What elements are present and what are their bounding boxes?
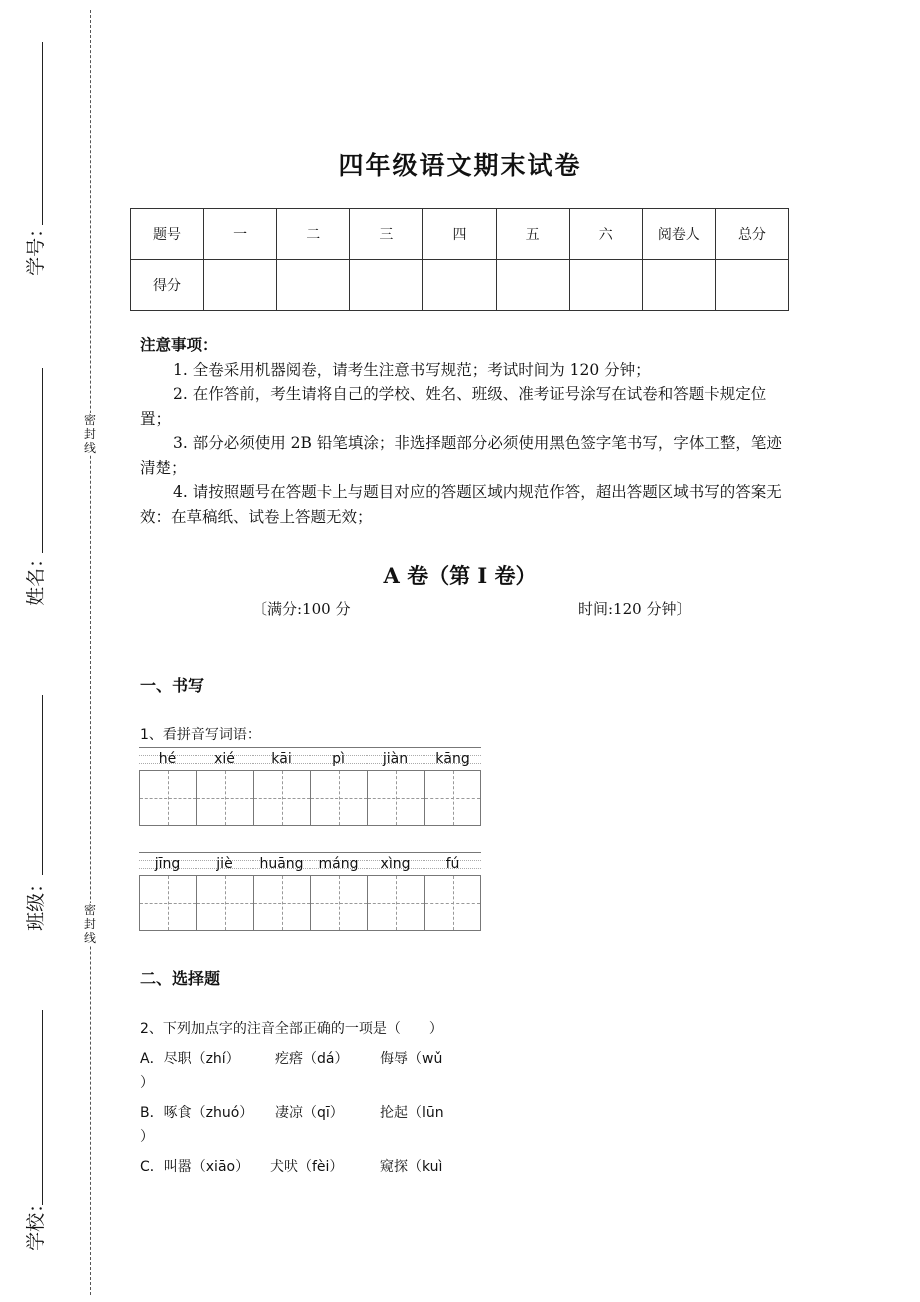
score-table bbox=[130, 208, 789, 311]
school-line bbox=[42, 1010, 43, 1205]
page-title: 四年级语文期末试卷 bbox=[338, 151, 582, 180]
writing-cell[interactable] bbox=[367, 875, 424, 931]
option-c-word-2: 犬吠（fèi） bbox=[270, 1159, 344, 1175]
table-cell: 五 bbox=[496, 209, 569, 260]
pinyin-label: hé bbox=[139, 747, 196, 770]
pinyin-label: jiè bbox=[196, 852, 253, 875]
student-id-label: 学号： bbox=[25, 218, 48, 276]
student-id-line bbox=[42, 42, 43, 225]
exam-notes bbox=[140, 333, 785, 529]
writing-cell[interactable] bbox=[253, 875, 310, 931]
full-score: 〔满分:100 分 bbox=[252, 600, 351, 618]
score-table-score-row bbox=[131, 260, 789, 311]
writing-cell[interactable] bbox=[424, 875, 481, 931]
option-c[interactable]: C．叫嚣（xiāo） bbox=[140, 1159, 250, 1175]
writing-cell[interactable] bbox=[253, 770, 310, 826]
score-input-cell[interactable] bbox=[204, 260, 277, 311]
score-table-header-row bbox=[131, 209, 789, 260]
writing-cell[interactable] bbox=[310, 875, 367, 931]
table-cell: 总分 bbox=[715, 209, 788, 260]
pinyin-label: kāng bbox=[424, 747, 481, 770]
pinyin-label: pì bbox=[310, 747, 367, 770]
section-two-title: 二、选择题 bbox=[140, 969, 221, 988]
note-item: 3. 部分必须使用 2B 铅笔填涂；非选择题部分必须使用黑色签字笔书写，字体工整，笔迹清楚； bbox=[140, 434, 782, 477]
writing-cell[interactable] bbox=[139, 770, 196, 826]
name-label: 姓名： bbox=[25, 548, 48, 606]
pinyin-label: xìng bbox=[367, 852, 424, 875]
option-b-word-2: 凄凉（qī） bbox=[275, 1105, 344, 1121]
option-a-word-3: 侮辱（wǔ bbox=[380, 1051, 443, 1067]
note-item: 1. 全卷采用机器阅卷，请考生注意书写规范；考试时间为 120 分钟； bbox=[173, 360, 651, 379]
option-b[interactable]: B．啄食（zhuó） bbox=[140, 1105, 254, 1121]
pinyin-label: huāng bbox=[253, 852, 310, 875]
score-input-cell[interactable] bbox=[642, 260, 715, 311]
option-c-word-3: 窥探（kuì bbox=[380, 1159, 443, 1175]
writing-cell[interactable] bbox=[367, 770, 424, 826]
writing-cell[interactable] bbox=[139, 875, 196, 931]
pinyin-grid-2 bbox=[139, 852, 482, 931]
pinyin-label: fú bbox=[424, 852, 481, 875]
table-cell: 得分 bbox=[131, 260, 204, 311]
option-a-close: ） bbox=[140, 1075, 154, 1091]
option-b-word-3: 抡起（lūn bbox=[380, 1105, 444, 1121]
table-cell: 四 bbox=[423, 209, 496, 260]
class-label: 班级： bbox=[25, 873, 48, 931]
pinyin-label: kāi bbox=[253, 747, 310, 770]
writing-cell[interactable] bbox=[196, 770, 253, 826]
name-line bbox=[42, 368, 43, 553]
pinyin-label: máng bbox=[310, 852, 367, 875]
table-cell: 一 bbox=[204, 209, 277, 260]
seal-mark-lower: 密 封 线 bbox=[80, 903, 100, 945]
class-line bbox=[42, 695, 43, 875]
question-2: 2、下列加点字的注音全部正确的一项是（ ） bbox=[140, 1021, 443, 1037]
option-b-close: ） bbox=[140, 1129, 154, 1145]
note-item: 4. 请按照题号在答题卡上与题目对应的答题区域内规范作答，超出答题区域书写的答案无效：在草稿纸、试卷上答题无效； bbox=[140, 483, 782, 526]
note-item: 2. 在作答前，考生请将自己的学校、姓名、班级、准考证号涂写在试卷和答题卡规定位置； bbox=[140, 385, 767, 428]
pinyin-label: jīng bbox=[139, 852, 196, 875]
question-1: 1、看拼音写词语： bbox=[140, 727, 261, 743]
writing-cell[interactable] bbox=[424, 770, 481, 826]
table-cell: 六 bbox=[569, 209, 642, 260]
table-cell: 阅卷人 bbox=[642, 209, 715, 260]
table-cell: 二 bbox=[277, 209, 350, 260]
pinyin-label: jiàn bbox=[367, 747, 424, 770]
section-one-title: 一、书写 bbox=[140, 676, 205, 695]
pinyin-label: xié bbox=[196, 747, 253, 770]
pinyin-grid-1 bbox=[139, 747, 482, 826]
score-input-cell[interactable] bbox=[569, 260, 642, 311]
score-input-cell[interactable] bbox=[715, 260, 788, 311]
table-cell: 题号 bbox=[131, 209, 204, 260]
writing-cell[interactable] bbox=[310, 770, 367, 826]
option-a[interactable]: A．尽职（zhí） bbox=[140, 1051, 240, 1067]
binding-dashed-line bbox=[90, 10, 91, 1295]
exam-time: 时间:120 分钟〕 bbox=[578, 600, 692, 618]
table-cell: 三 bbox=[350, 209, 423, 260]
option-a-word-2: 疙瘩（dá） bbox=[275, 1051, 349, 1067]
notes-heading: 注意事项： bbox=[140, 335, 218, 354]
seal-mark-upper: 密 封 线 bbox=[80, 413, 100, 455]
writing-cell[interactable] bbox=[196, 875, 253, 931]
score-input-cell[interactable] bbox=[350, 260, 423, 311]
school-label: 学校： bbox=[25, 1193, 48, 1251]
volume-title: A 卷（第 I 卷） bbox=[383, 563, 537, 588]
score-input-cell[interactable] bbox=[423, 260, 496, 311]
score-input-cell[interactable] bbox=[496, 260, 569, 311]
score-input-cell[interactable] bbox=[277, 260, 350, 311]
